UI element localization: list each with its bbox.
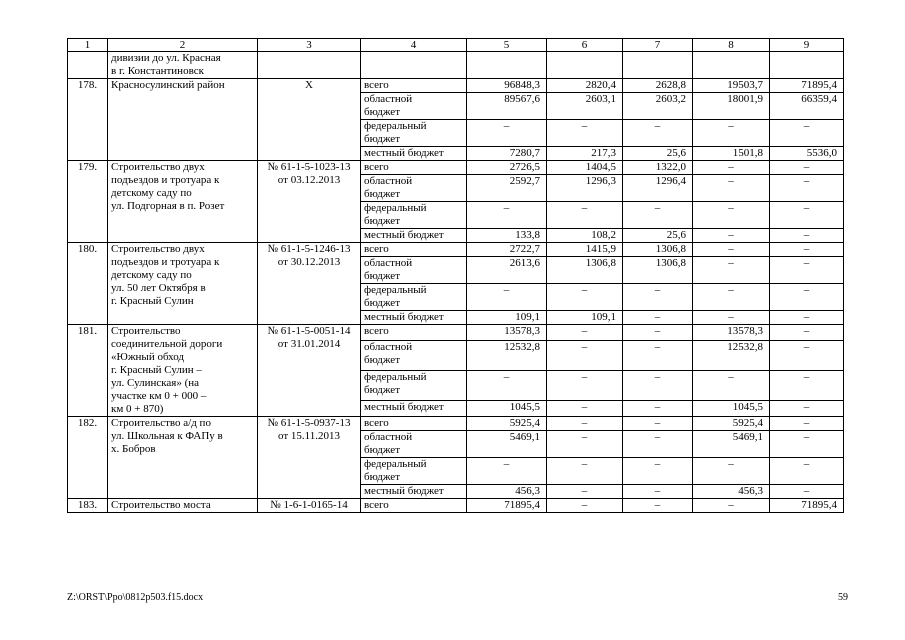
item-name: Строительство соединительной дороги «Южный обход г. Красный Сулин – ул. Сулинская» (на участке км 0 + 000 – км 0 + 870) bbox=[108, 325, 258, 417]
funding-source: областной бюджет bbox=[361, 257, 467, 284]
amount-cell: 456,3 bbox=[693, 485, 770, 499]
header-cell: 7 bbox=[623, 39, 693, 52]
amount-cell: 1306,8 bbox=[547, 257, 623, 284]
amount-cell: – bbox=[623, 370, 693, 400]
amount-cell: – bbox=[467, 120, 547, 147]
amount-cell: – bbox=[547, 325, 623, 341]
table-row bbox=[68, 325, 844, 341]
amount-cell: 1306,8 bbox=[623, 257, 693, 284]
amount-cell: – bbox=[623, 325, 693, 341]
amount-cell: 109,1 bbox=[467, 311, 547, 325]
amount-cell: 5925,4 bbox=[467, 417, 547, 431]
amount-cell: 71895,4 bbox=[770, 79, 844, 93]
item-number: 182. bbox=[68, 417, 108, 499]
amount-cell: – bbox=[547, 370, 623, 400]
document-ref: X bbox=[258, 79, 361, 161]
item-name: Строительство моста bbox=[108, 499, 258, 513]
funding-source: федеральный бюджет bbox=[361, 120, 467, 147]
funding-source: местный бюджет bbox=[361, 147, 467, 161]
amount-cell: 2722,7 bbox=[467, 243, 547, 257]
amount-cell: – bbox=[467, 370, 547, 400]
header-cell: 8 bbox=[693, 39, 770, 52]
header-cell: 4 bbox=[361, 39, 467, 52]
funding-source: местный бюджет bbox=[361, 401, 467, 417]
header-cell: 3 bbox=[258, 39, 361, 52]
amount-cell: – bbox=[547, 499, 623, 513]
amount-cell: – bbox=[623, 485, 693, 499]
amount-cell: 1322,0 bbox=[623, 161, 693, 175]
funding-source: областной бюджет bbox=[361, 175, 467, 202]
amount-cell: – bbox=[693, 229, 770, 243]
header-cell: 6 bbox=[547, 39, 623, 52]
amount-cell: – bbox=[623, 202, 693, 229]
amount-cell: 2628,8 bbox=[623, 79, 693, 93]
funding-source: федеральный бюджет bbox=[361, 370, 467, 400]
item-name: Строительство а/д по ул. Школьная к ФАПу в х. Бобров bbox=[108, 417, 258, 499]
amount-cell: 1306,8 bbox=[623, 243, 693, 257]
funding-source: федеральный бюджет bbox=[361, 284, 467, 311]
amount-cell: – bbox=[467, 284, 547, 311]
amount-cell: – bbox=[623, 311, 693, 325]
item-name: дивизии до ул. Красная в г. Константиновск bbox=[108, 52, 258, 79]
amount-cell: – bbox=[547, 458, 623, 485]
amount-cell: – bbox=[693, 161, 770, 175]
amount-cell: – bbox=[770, 485, 844, 499]
amount-cell: – bbox=[623, 120, 693, 147]
amount-cell: 1415,9 bbox=[547, 243, 623, 257]
amount-cell: – bbox=[770, 401, 844, 417]
amount-cell: 18001,9 bbox=[693, 93, 770, 120]
item-number bbox=[68, 52, 108, 79]
amount-cell: 2603,2 bbox=[623, 93, 693, 120]
amount-cell: – bbox=[623, 401, 693, 417]
header-row bbox=[68, 39, 844, 52]
amount-cell: – bbox=[770, 229, 844, 243]
amount-cell: – bbox=[547, 284, 623, 311]
amount-cell: – bbox=[693, 243, 770, 257]
amount-cell: 2613,6 bbox=[467, 257, 547, 284]
amount-cell: 1404,5 bbox=[547, 161, 623, 175]
amount-cell: – bbox=[547, 485, 623, 499]
header-cell: 2 bbox=[108, 39, 258, 52]
amount-cell: – bbox=[693, 257, 770, 284]
funding-source: местный бюджет bbox=[361, 229, 467, 243]
item-number: 181. bbox=[68, 325, 108, 417]
amount-cell: 109,1 bbox=[547, 311, 623, 325]
item-number: 178. bbox=[68, 79, 108, 161]
amount-cell: – bbox=[547, 202, 623, 229]
amount-cell: – bbox=[770, 370, 844, 400]
amount-cell: – bbox=[623, 499, 693, 513]
document-ref: № 61-1-5-1023-13 от 03.12.2013 bbox=[258, 161, 361, 243]
amount-cell: – bbox=[770, 311, 844, 325]
amount-cell: – bbox=[547, 431, 623, 458]
item-number: 180. bbox=[68, 243, 108, 325]
amount-cell: 96848,3 bbox=[467, 79, 547, 93]
funding-source: федеральный бюджет bbox=[361, 458, 467, 485]
amount-cell: 456,3 bbox=[467, 485, 547, 499]
amount-cell: 12532,8 bbox=[467, 340, 547, 370]
amount-cell: – bbox=[467, 458, 547, 485]
amount-cell: 2820,4 bbox=[547, 79, 623, 93]
amount-cell: 2603,1 bbox=[547, 93, 623, 120]
item-number: 183. bbox=[68, 499, 108, 513]
funding-source: местный бюджет bbox=[361, 485, 467, 499]
amount-cell: 133,8 bbox=[467, 229, 547, 243]
table-row bbox=[68, 52, 844, 79]
table-row bbox=[68, 243, 844, 257]
amount-cell: 5469,1 bbox=[693, 431, 770, 458]
amount-cell: – bbox=[770, 257, 844, 284]
amount-cell: – bbox=[770, 243, 844, 257]
page-number: 59 bbox=[838, 592, 848, 603]
amount-cell: – bbox=[770, 325, 844, 341]
amount-cell: 25,6 bbox=[623, 147, 693, 161]
amount-cell: 1296,3 bbox=[547, 175, 623, 202]
amount-cell: – bbox=[693, 458, 770, 485]
amount-cell: – bbox=[623, 431, 693, 458]
funding-source: всего bbox=[361, 499, 467, 513]
amount-cell: – bbox=[693, 202, 770, 229]
amount-cell: – bbox=[770, 202, 844, 229]
amount-cell: – bbox=[467, 202, 547, 229]
amount-cell: 1501,8 bbox=[693, 147, 770, 161]
funding-source: федеральный бюджет bbox=[361, 202, 467, 229]
funding-source: всего bbox=[361, 161, 467, 175]
amount-cell: – bbox=[547, 340, 623, 370]
document-ref: № 61-1-5-1246-13 от 30.12.2013 bbox=[258, 243, 361, 325]
table-row bbox=[68, 417, 844, 431]
funding-source: всего bbox=[361, 325, 467, 341]
amount-cell: 19503,7 bbox=[693, 79, 770, 93]
amount-cell: 1296,4 bbox=[623, 175, 693, 202]
amount-cell: 1045,5 bbox=[467, 401, 547, 417]
amount-cell: 7280,7 bbox=[467, 147, 547, 161]
amount-cell: 108,2 bbox=[547, 229, 623, 243]
amount-cell: – bbox=[770, 458, 844, 485]
amount-cell: 2592,7 bbox=[467, 175, 547, 202]
amount-cell: – bbox=[623, 417, 693, 431]
amount-cell: – bbox=[770, 417, 844, 431]
amount-cell: 89567,6 bbox=[467, 93, 547, 120]
amount-cell: – bbox=[770, 340, 844, 370]
amount-cell: 12532,8 bbox=[693, 340, 770, 370]
table-row bbox=[68, 79, 844, 93]
item-number: 179. bbox=[68, 161, 108, 243]
amount-cell: – bbox=[547, 120, 623, 147]
amount-cell: – bbox=[693, 284, 770, 311]
amount-cell: 5536,0 bbox=[770, 147, 844, 161]
amount-cell: – bbox=[693, 499, 770, 513]
amount-cell: 13578,3 bbox=[467, 325, 547, 341]
document-ref: № 61-1-5-0051-14 от 31.01.2014 bbox=[258, 325, 361, 417]
amount-cell: – bbox=[770, 284, 844, 311]
amount-cell: – bbox=[693, 120, 770, 147]
table-row bbox=[68, 161, 844, 175]
document-ref: № 61-1-5-0937-13 от 15.11.2013 bbox=[258, 417, 361, 499]
amount-cell: – bbox=[693, 175, 770, 202]
amount-cell: – bbox=[693, 370, 770, 400]
funding-source: местный бюджет bbox=[361, 311, 467, 325]
item-name: Красносулинский район bbox=[108, 79, 258, 161]
funding-source: областной бюджет bbox=[361, 340, 467, 370]
amount-cell: – bbox=[547, 417, 623, 431]
budget-table bbox=[67, 38, 844, 513]
document-ref: № 1-6-1-0165-14 bbox=[258, 499, 361, 513]
header-cell: 5 bbox=[467, 39, 547, 52]
funding-source: областной бюджет bbox=[361, 431, 467, 458]
amount-cell: – bbox=[547, 401, 623, 417]
amount-cell: – bbox=[623, 340, 693, 370]
amount-cell: 25,6 bbox=[623, 229, 693, 243]
amount-cell: 1045,5 bbox=[693, 401, 770, 417]
amount-cell: – bbox=[770, 175, 844, 202]
footer-file-path: Z:\ORST\Ppo\0812p503.f15.docx bbox=[67, 592, 204, 603]
amount-cell: 5925,4 bbox=[693, 417, 770, 431]
amount-cell: – bbox=[770, 161, 844, 175]
amount-cell: – bbox=[770, 431, 844, 458]
amount-cell: 71895,4 bbox=[770, 499, 844, 513]
amount-cell: 2726,5 bbox=[467, 161, 547, 175]
amount-cell: – bbox=[623, 458, 693, 485]
amount-cell: 71895,4 bbox=[467, 499, 547, 513]
amount-cell: – bbox=[623, 284, 693, 311]
funding-source: всего bbox=[361, 243, 467, 257]
table-row bbox=[68, 499, 844, 513]
item-name: Строительство двух подъездов и тротуара к детскому саду по ул. Подгорная в п. Розет bbox=[108, 161, 258, 243]
item-name: Строительство двух подъездов и тротуара к детскому саду по ул. 50 лет Октября в г. Красный Сулин bbox=[108, 243, 258, 325]
amount-cell: – bbox=[693, 311, 770, 325]
amount-cell: 5469,1 bbox=[467, 431, 547, 458]
funding-source: всего bbox=[361, 79, 467, 93]
amount-cell: – bbox=[770, 120, 844, 147]
amount-cell: 13578,3 bbox=[693, 325, 770, 341]
funding-source: областной бюджет bbox=[361, 93, 467, 120]
amount-cell: 217,3 bbox=[547, 147, 623, 161]
funding-source: всего bbox=[361, 417, 467, 431]
header-cell: 9 bbox=[770, 39, 844, 52]
header-cell: 1 bbox=[68, 39, 108, 52]
amount-cell: 66359,4 bbox=[770, 93, 844, 120]
